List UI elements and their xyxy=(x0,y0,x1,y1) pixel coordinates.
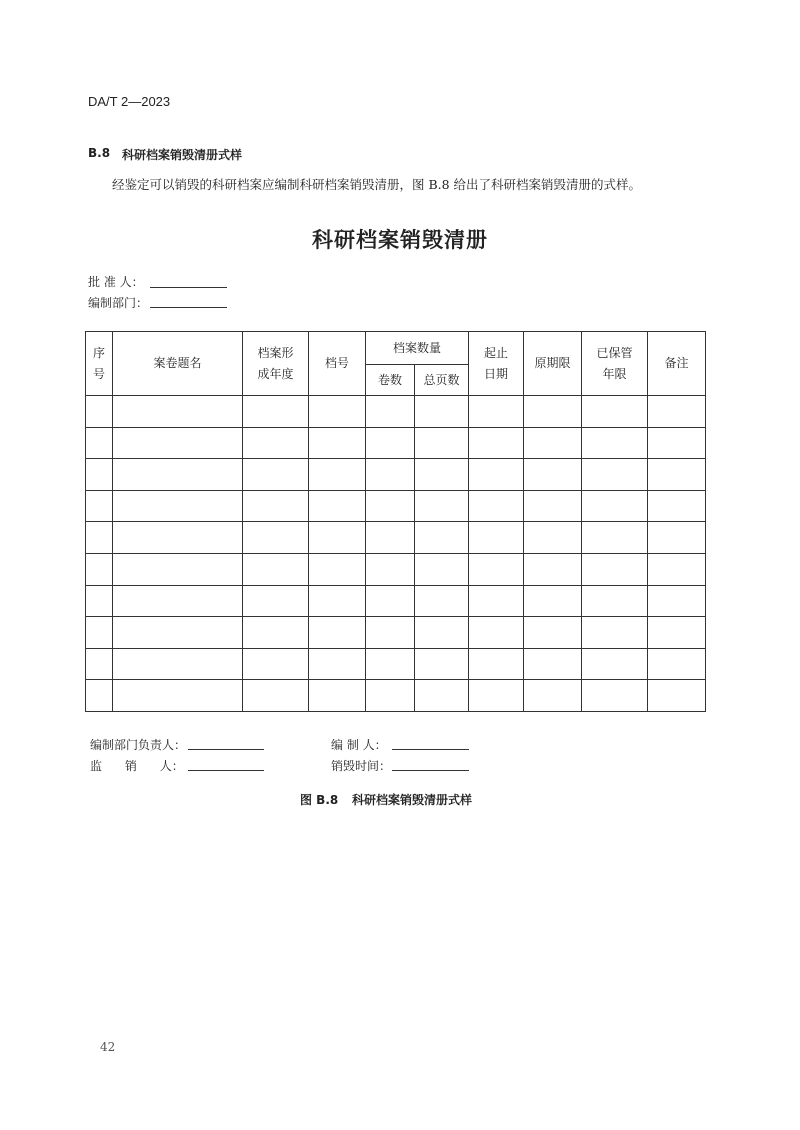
table-cell xyxy=(86,617,113,649)
header-quantity: 档案数量 xyxy=(366,332,469,365)
header-kept-period: 已保管 年限 xyxy=(582,332,648,396)
table-cell xyxy=(582,396,648,428)
table-cell xyxy=(524,459,582,491)
table-cell xyxy=(243,396,309,428)
table-cell xyxy=(309,522,366,554)
table-cell xyxy=(648,680,706,712)
table-row xyxy=(86,427,706,459)
table-cell xyxy=(415,459,469,491)
section-number: B.8 xyxy=(88,146,111,160)
table-cell xyxy=(524,490,582,522)
compiler-blank xyxy=(392,749,469,750)
table-cell xyxy=(243,490,309,522)
table-cell xyxy=(582,648,648,680)
header-title: 案卷题名 xyxy=(113,332,243,396)
dept-blank xyxy=(150,307,227,308)
table-cell xyxy=(524,427,582,459)
table-cell xyxy=(309,427,366,459)
table-cell xyxy=(113,396,243,428)
table-cell xyxy=(582,427,648,459)
table-cell xyxy=(243,553,309,585)
compiler-label: 编 制 人： xyxy=(331,738,387,752)
table-cell xyxy=(243,680,309,712)
header-orig-period: 原期限 xyxy=(524,332,582,396)
table-cell xyxy=(366,680,415,712)
header-remarks: 备注 xyxy=(648,332,706,396)
table-cell xyxy=(469,396,524,428)
table-row xyxy=(86,396,706,428)
table-cell xyxy=(469,585,524,617)
table-row xyxy=(86,522,706,554)
table-cell xyxy=(469,522,524,554)
table-cell xyxy=(524,680,582,712)
table-cell xyxy=(86,553,113,585)
table-cell xyxy=(243,459,309,491)
table-cell xyxy=(415,648,469,680)
table-cell xyxy=(524,553,582,585)
form-title: 科研档案销毁清册 xyxy=(312,228,488,252)
table-cell xyxy=(648,490,706,522)
table-cell xyxy=(524,648,582,680)
header-volumes: 卷数 xyxy=(366,365,415,396)
table-cell xyxy=(415,680,469,712)
figure-caption: 科研档案销毁清册式样 xyxy=(352,793,473,807)
table-cell xyxy=(366,459,415,491)
table-cell xyxy=(469,680,524,712)
table-cell xyxy=(113,648,243,680)
table-cell xyxy=(415,553,469,585)
table-cell xyxy=(524,522,582,554)
table-cell xyxy=(524,617,582,649)
table-cell xyxy=(366,648,415,680)
table-cell xyxy=(309,553,366,585)
table-cell xyxy=(469,553,524,585)
table-body xyxy=(86,396,706,712)
table-cell xyxy=(582,522,648,554)
table-cell xyxy=(469,617,524,649)
table-cell xyxy=(366,427,415,459)
table-cell xyxy=(309,617,366,649)
header-year: 档案形 成年度 xyxy=(243,332,309,396)
table-cell xyxy=(648,553,706,585)
table-cell xyxy=(582,617,648,649)
table-cell xyxy=(243,427,309,459)
table-row xyxy=(86,648,706,680)
approver-label: 批 准 人： xyxy=(88,275,144,289)
table-cell xyxy=(113,553,243,585)
table-cell xyxy=(469,427,524,459)
destruction-register-table xyxy=(85,331,706,712)
table-cell xyxy=(113,522,243,554)
table-row xyxy=(86,490,706,522)
table-cell xyxy=(243,648,309,680)
table-cell xyxy=(648,617,706,649)
table-row xyxy=(86,553,706,585)
table-cell xyxy=(415,585,469,617)
table-cell xyxy=(113,459,243,491)
dept-head-label: 编制部门负责人： xyxy=(90,738,187,752)
table-cell xyxy=(582,459,648,491)
table-cell xyxy=(366,553,415,585)
table-cell xyxy=(415,490,469,522)
table-cell xyxy=(648,427,706,459)
table-cell xyxy=(86,396,113,428)
table-cell xyxy=(86,459,113,491)
table-cell xyxy=(582,680,648,712)
table-cell xyxy=(582,585,648,617)
header-file-no: 档号 xyxy=(309,332,366,396)
table-cell xyxy=(582,553,648,585)
table-row xyxy=(86,459,706,491)
table-row xyxy=(86,617,706,649)
table-cell xyxy=(366,585,415,617)
table-cell xyxy=(309,680,366,712)
table-cell xyxy=(309,648,366,680)
table-cell xyxy=(86,585,113,617)
table-cell xyxy=(415,427,469,459)
table-cell xyxy=(469,459,524,491)
figure-number: 图 B.8 xyxy=(300,793,339,807)
table-cell xyxy=(113,585,243,617)
table-cell xyxy=(243,522,309,554)
table-cell xyxy=(86,522,113,554)
dept-head-blank xyxy=(188,749,264,750)
table-cell xyxy=(582,490,648,522)
section-intro: 经鉴定可以销毁的科研档案应编制科研档案销毁清册，图 B.8 给出了科研档案销毁清册的式样。 xyxy=(112,177,642,192)
table-cell xyxy=(366,617,415,649)
table-cell xyxy=(243,585,309,617)
header-index: 序 号 xyxy=(86,332,113,396)
destroy-time-blank xyxy=(392,770,469,771)
table-cell xyxy=(469,490,524,522)
table-cell xyxy=(415,617,469,649)
table-cell xyxy=(524,396,582,428)
table-cell xyxy=(366,396,415,428)
table-cell xyxy=(648,585,706,617)
table-cell xyxy=(309,396,366,428)
table-cell xyxy=(415,522,469,554)
table-cell xyxy=(415,396,469,428)
table-cell xyxy=(86,680,113,712)
table-cell xyxy=(648,396,706,428)
page-number: 42 xyxy=(100,1040,116,1054)
table-cell xyxy=(113,680,243,712)
table-cell xyxy=(86,648,113,680)
table-row xyxy=(86,585,706,617)
approver-blank xyxy=(150,287,227,288)
table-cell xyxy=(309,490,366,522)
table-cell xyxy=(113,490,243,522)
table-cell xyxy=(243,617,309,649)
table-cell xyxy=(366,490,415,522)
destroy-time-label: 销毁时间： xyxy=(331,759,392,773)
table-cell xyxy=(524,585,582,617)
table-cell xyxy=(309,585,366,617)
standard-code: DA/T 2—2023 xyxy=(88,94,171,109)
table-cell xyxy=(113,617,243,649)
header-pages: 总页数 xyxy=(415,365,469,396)
table-cell xyxy=(86,427,113,459)
table-cell xyxy=(309,459,366,491)
table-cell xyxy=(648,648,706,680)
table-cell xyxy=(648,459,706,491)
table-cell xyxy=(469,648,524,680)
header-dates: 起止 日期 xyxy=(469,332,524,396)
supervisor-label: 监 销 人： xyxy=(90,759,184,773)
section-title: 科研档案销毁清册式样 xyxy=(122,148,243,162)
table-row xyxy=(86,680,706,712)
table-cell xyxy=(366,522,415,554)
supervisor-blank xyxy=(188,770,264,771)
dept-label: 编制部门： xyxy=(88,296,149,310)
table-cell xyxy=(113,427,243,459)
table-cell xyxy=(86,490,113,522)
table-cell xyxy=(648,522,706,554)
